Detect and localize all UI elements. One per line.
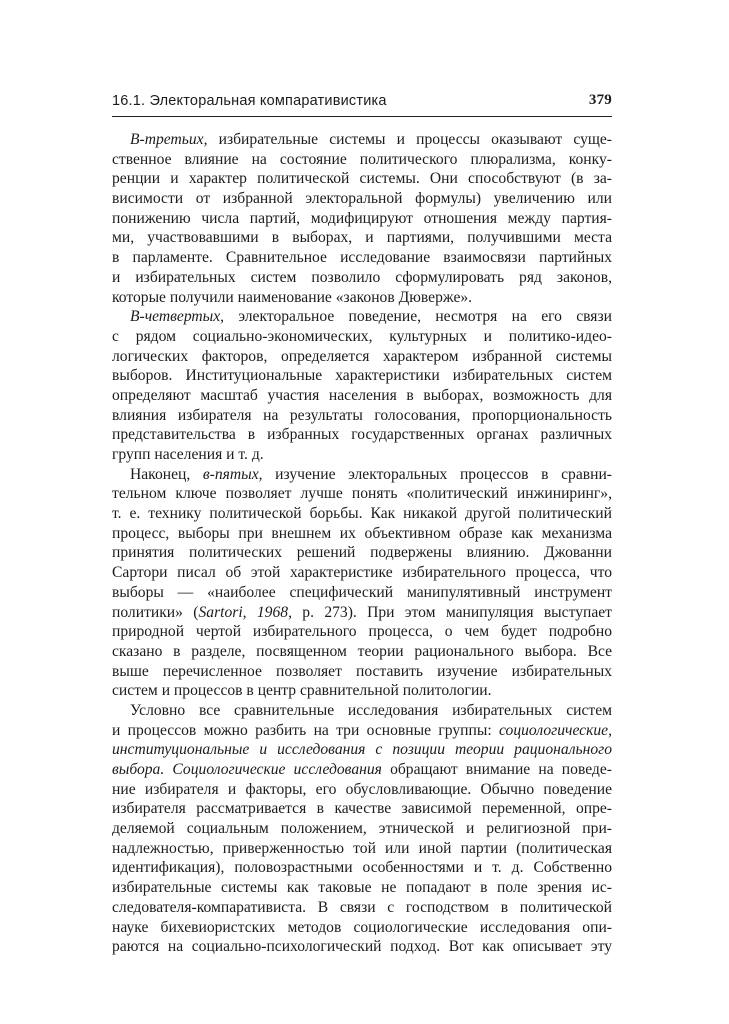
text-segment: принятия политических решений подвержены влиянию. Джованни	[112, 544, 612, 562]
text-segment: раются на социально-психологический подход. Вот как описывает эту	[112, 938, 612, 956]
text-segment: т. е. технику политической борьбы. Как никакой другой политический	[112, 505, 612, 523]
text-line	[112, 603, 612, 623]
italic-text-segment: В-третьих,	[130, 131, 208, 148]
text-segment: определяют масштаб участия населения в выборах, возможность для	[112, 386, 612, 404]
text-segment: с рядом социально-экономических, культурных и политико-идео-	[112, 327, 612, 345]
text-segment: ние избирателя и факторы, его обусловливающие. Обычно поведение	[112, 780, 612, 798]
italic-text-segment: В-четвертых,	[130, 308, 225, 326]
text-segment: деляемой социальным положением, этнической и религиозной при-	[112, 820, 612, 838]
text-segment: надлежностью, приверженностью той или иной партии (политическая	[112, 839, 612, 857]
text-line	[112, 839, 612, 859]
text-segment: которые получили наименование «законов Дюверже».	[112, 288, 473, 306]
text-segment: ми, участвовавшими в выборах, и партиями, получившими места	[112, 229, 612, 247]
text-segment: и избирательных систем позволило сформулировать ряд законов,	[112, 268, 612, 286]
text-line	[112, 918, 612, 938]
text-segment: избирателя рассматривается в качестве зависимой переменной, опре-	[112, 800, 612, 818]
text-line	[112, 228, 612, 248]
text-segment: идентификация), половозрастными особенностями и т. д. Собственно	[112, 859, 612, 877]
text-line	[112, 780, 612, 800]
text-line	[112, 366, 612, 386]
text-segment: в парламенте. Сравнительное исследование взаимосвязи партийных	[112, 249, 612, 267]
text-segment: избирательные системы и процессы оказывают суще-	[207, 131, 612, 148]
italic-text-segment: институциональные и исследования с позиции теории рационального	[112, 741, 612, 759]
text-line	[112, 425, 612, 445]
text-line	[112, 445, 612, 465]
text-line	[112, 268, 612, 288]
text-segment: сказано в разделе, посвященном теории рационального выбора. Все	[112, 642, 612, 660]
text-line	[112, 347, 612, 367]
text-segment: процесс, выборы при внешнем их объективном образе как механизма	[112, 524, 612, 542]
text-segment: понижению числа партий, модифицируют отношения между партия-	[112, 209, 612, 227]
text-line	[112, 406, 612, 426]
text-line	[112, 622, 612, 642]
text-segment: логических факторов, определяется характером избранной системы	[112, 347, 612, 365]
text-segment: избирательные системы как таковые не попадают в поле зрения ис-	[112, 879, 612, 897]
text-segment: , изучение электоральных процессов в сравни-	[258, 465, 612, 483]
text-line	[112, 799, 612, 819]
text-line	[112, 563, 612, 583]
text-segment: ренции и характер политической системы. Они способствуют (в за-	[112, 170, 612, 188]
text-segment: политики» (	[112, 603, 199, 621]
text-line	[112, 878, 612, 898]
running-head	[112, 91, 612, 113]
text-line	[112, 681, 612, 701]
text-segment: тельном ключе позволяет лучше понять «политический инжиниринг»,	[112, 485, 612, 503]
text-segment: выборы — «наиболее специфический манипулятивный инструмент	[112, 583, 612, 601]
text-segment: ственное влияние на состояние политического плюрализма, конку-	[112, 150, 612, 168]
text-line	[112, 307, 612, 327]
text-line	[112, 327, 612, 347]
text-line	[112, 248, 612, 268]
text-segment: выше перечисленное позволяет поставить изучение избирательных	[112, 662, 612, 680]
text-line	[112, 858, 612, 878]
text-segment: следователя-компаративиста. В связи с господством в политической	[112, 898, 612, 916]
text-segment: , p. 273). При этом манипуляция выступает	[288, 603, 612, 621]
text-line	[112, 465, 612, 485]
text-segment: Наконец,	[130, 465, 203, 483]
text-segment: групп населения и т. д.	[112, 446, 264, 463]
text-line	[112, 543, 612, 563]
text-line	[112, 662, 612, 682]
italic-text-segment: социологические,	[499, 721, 612, 739]
text-segment: висимости от избранной электоральной формулы) увеличению или	[112, 190, 612, 208]
text-segment: выборов. Институциональные характеристики избирательных систем	[112, 367, 612, 385]
text-line	[112, 150, 612, 170]
text-segment: природной чертой избирательного процесса, о чем будет подробно	[112, 623, 612, 641]
text-segment: влияния избирателя на результаты голосования, пропорциональность	[112, 406, 612, 424]
text-line	[112, 937, 612, 957]
text-line	[112, 288, 612, 308]
text-line	[112, 524, 612, 544]
text-segment: представительства в избранных государственных органах различных	[112, 426, 612, 444]
text-segment: обращают внимание на поведе-	[381, 761, 612, 778]
page-number: 379	[588, 92, 612, 108]
text-line	[112, 386, 612, 406]
text-line	[112, 583, 612, 603]
text-line	[112, 740, 612, 760]
text-line	[112, 760, 612, 780]
italic-text-segment: в-пятых	[202, 465, 259, 483]
italic-text-segment: Sartori, 1968	[198, 603, 289, 621]
text-line	[112, 642, 612, 662]
text-line	[112, 504, 612, 524]
text-segment: Условно все сравнительные исследования избирательных систем	[130, 701, 612, 719]
text-line	[112, 819, 612, 839]
text-line	[112, 721, 612, 741]
text-line	[112, 898, 612, 918]
text-line	[112, 189, 612, 209]
italic-text-segment: выбора. Социологические исследования	[112, 761, 382, 778]
header-rule	[112, 116, 612, 117]
chapter-section-title: 16.1. Электоральная компаративистика	[112, 93, 387, 109]
text-segment: науке бихевиористских методов социологические исследования опи-	[112, 918, 612, 936]
text-line	[112, 209, 612, 229]
text-line	[112, 169, 612, 189]
text-segment: электоральное поведение, несмотря на его связи	[224, 308, 612, 326]
text-line	[112, 130, 612, 150]
text-segment: систем и процессов в центр сравнительной политологии.	[112, 682, 492, 700]
text-segment: Сартори писал об этой характеристике избирательного процесса, что	[112, 564, 612, 582]
body-text	[112, 130, 612, 957]
text-segment: и процессов можно разбить на три основные группы:	[112, 721, 499, 739]
text-line	[112, 701, 612, 721]
text-line	[112, 484, 612, 504]
